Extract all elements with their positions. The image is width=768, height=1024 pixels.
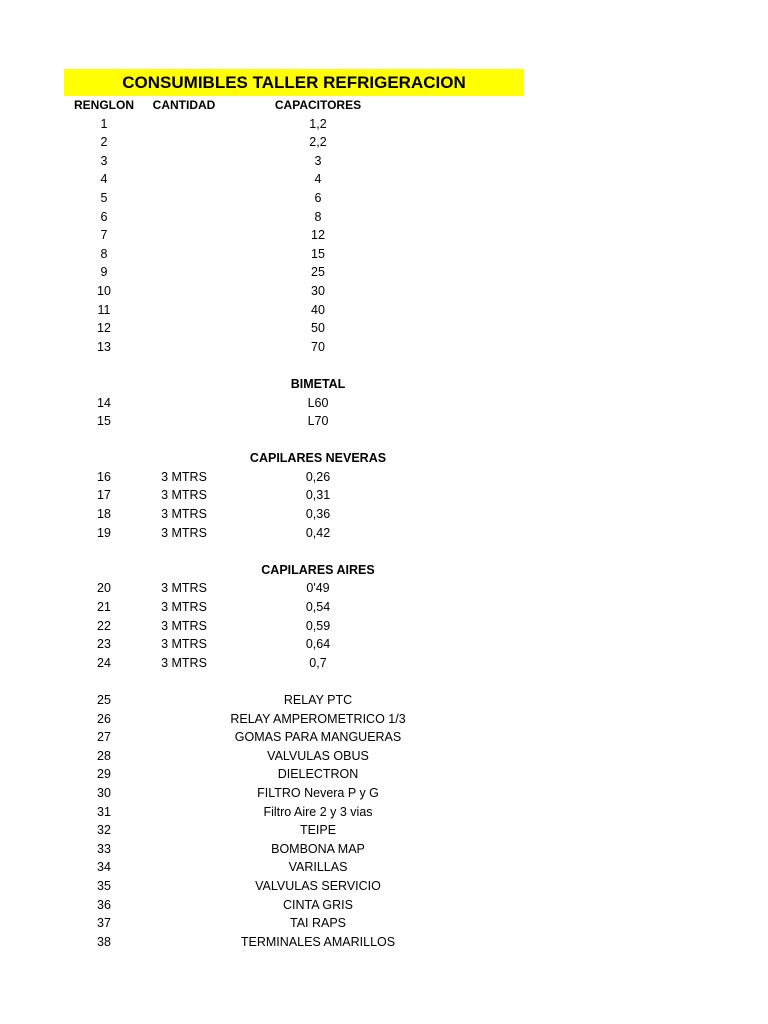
item-cell: 4 bbox=[314, 172, 322, 187]
renglon-cell: 37 bbox=[97, 916, 111, 931]
item-cell: 0,36 bbox=[305, 507, 331, 522]
cantidad-cell: 3 MTRS bbox=[161, 488, 207, 503]
item-cell: FILTRO Nevera P y G bbox=[257, 785, 379, 800]
renglon-cell: 34 bbox=[97, 860, 111, 875]
table-row bbox=[64, 821, 524, 840]
renglon-cell: 28 bbox=[97, 748, 111, 763]
table-row bbox=[64, 710, 524, 729]
cantidad-cell: 3 MTRS bbox=[161, 507, 207, 522]
renglon-cell: 5 bbox=[100, 190, 108, 205]
renglon-cell: 36 bbox=[97, 897, 111, 912]
renglon-cell: 1 bbox=[100, 116, 108, 131]
cantidad-cell: 3 MTRS bbox=[161, 618, 207, 633]
item-cell: 30 bbox=[311, 283, 325, 298]
table-row bbox=[64, 728, 524, 747]
table-row bbox=[64, 524, 524, 543]
item-cell: VALVULAS SERVICIO bbox=[255, 878, 381, 893]
header-capacitores: CAPACITORES bbox=[274, 98, 362, 112]
table-row bbox=[64, 319, 524, 338]
table-row bbox=[64, 394, 524, 413]
renglon-cell: 8 bbox=[100, 246, 108, 261]
item-cell: VARILLAS bbox=[288, 860, 348, 875]
item-cell: 8 bbox=[314, 209, 322, 224]
renglon-cell: 10 bbox=[97, 283, 111, 298]
table-row bbox=[64, 858, 524, 877]
renglon-cell: 24 bbox=[97, 655, 111, 670]
item-cell: 1,2 bbox=[309, 116, 327, 131]
renglon-cell: 11 bbox=[97, 302, 111, 317]
table-row bbox=[64, 840, 524, 859]
header-renglon: RENGLON bbox=[74, 98, 134, 112]
table-row bbox=[64, 933, 524, 952]
item-cell: 0,64 bbox=[305, 637, 331, 652]
section-header-row bbox=[64, 561, 524, 580]
sheet-title: CONSUMIBLES TALLER REFRIGERACION bbox=[64, 69, 524, 96]
renglon-cell: 7 bbox=[100, 228, 108, 243]
item-cell: VALVULAS OBUS bbox=[267, 748, 369, 763]
item-cell: 50 bbox=[311, 321, 325, 336]
table-row bbox=[64, 468, 524, 487]
table-row bbox=[64, 617, 524, 636]
blank-row bbox=[64, 542, 524, 561]
item-cell: DIELECTRON bbox=[277, 767, 359, 782]
table-row bbox=[64, 208, 524, 227]
item-cell: GOMAS PARA MANGUERAS bbox=[234, 730, 402, 745]
renglon-cell: 32 bbox=[97, 823, 111, 838]
table-row bbox=[64, 189, 524, 208]
section-title: BIMETAL bbox=[290, 376, 346, 391]
item-cell: Filtro Aire 2 y 3 vias bbox=[263, 804, 373, 819]
section-title: CAPILARES AIRES bbox=[261, 562, 375, 577]
renglon-cell: 25 bbox=[97, 693, 111, 707]
table-row bbox=[64, 152, 524, 171]
spreadsheet bbox=[64, 69, 524, 951]
item-cell: 15 bbox=[311, 246, 325, 261]
table-row bbox=[64, 282, 524, 301]
table-row bbox=[64, 877, 524, 896]
item-cell: CINTA GRIS bbox=[283, 897, 353, 912]
item-cell: L60 bbox=[307, 395, 329, 410]
renglon-cell: 38 bbox=[97, 934, 111, 949]
table-row bbox=[64, 263, 524, 282]
renglon-cell: 19 bbox=[97, 525, 111, 540]
table-row bbox=[64, 505, 524, 524]
header-cantidad: CANTIDAD bbox=[152, 98, 216, 112]
section-header-row bbox=[64, 375, 524, 394]
section-header-row bbox=[64, 449, 524, 468]
renglon-cell: 6 bbox=[100, 209, 108, 224]
item-cell: RELAY PTC bbox=[283, 693, 353, 707]
table-row bbox=[64, 412, 524, 431]
blank-row bbox=[64, 356, 524, 375]
item-cell: TERMINALES AMARILLOS bbox=[240, 934, 396, 949]
table-body bbox=[64, 115, 524, 952]
table-row bbox=[64, 914, 524, 933]
item-cell: 0,7 bbox=[309, 655, 327, 670]
item-cell: 0'49 bbox=[306, 581, 330, 596]
table-row bbox=[64, 226, 524, 245]
item-cell: 3 bbox=[314, 153, 322, 168]
renglon-cell: 33 bbox=[97, 841, 111, 856]
table-row bbox=[64, 133, 524, 152]
table-row bbox=[64, 486, 524, 505]
renglon-cell: 22 bbox=[97, 618, 111, 633]
renglon-cell: 23 bbox=[97, 637, 111, 652]
item-cell: TEIPE bbox=[299, 823, 337, 838]
table-row bbox=[64, 170, 524, 189]
item-cell: 0,31 bbox=[305, 488, 331, 503]
item-cell: 2,2 bbox=[309, 135, 327, 150]
renglon-cell: 14 bbox=[97, 395, 111, 410]
table-row bbox=[64, 338, 524, 357]
item-cell: 25 bbox=[311, 265, 325, 280]
item-cell: 0,42 bbox=[305, 525, 331, 540]
item-cell: RELAY AMPEROMETRICO 1/3 bbox=[230, 711, 406, 726]
cantidad-cell: 3 MTRS bbox=[161, 600, 207, 615]
cantidad-cell: 3 MTRS bbox=[161, 581, 207, 596]
item-cell: BOMBONA MAP bbox=[271, 841, 365, 856]
table-row bbox=[64, 598, 524, 617]
item-cell: 12 bbox=[311, 228, 325, 243]
cantidad-cell: 3 MTRS bbox=[161, 637, 207, 652]
renglon-cell: 20 bbox=[97, 581, 111, 596]
renglon-cell: 29 bbox=[97, 767, 111, 782]
renglon-cell: 13 bbox=[97, 339, 111, 354]
table-row bbox=[64, 765, 524, 784]
table-row bbox=[64, 803, 524, 822]
renglon-cell: 4 bbox=[100, 172, 108, 187]
renglon-cell: 15 bbox=[97, 414, 111, 429]
item-cell: 0,59 bbox=[305, 618, 331, 633]
blank-row bbox=[64, 431, 524, 450]
table-row bbox=[64, 245, 524, 264]
cantidad-cell: 3 MTRS bbox=[161, 469, 207, 484]
cantidad-cell: 3 MTRS bbox=[161, 655, 207, 670]
renglon-cell: 2 bbox=[100, 135, 108, 150]
renglon-cell: 17 bbox=[97, 488, 111, 503]
table-row bbox=[64, 301, 524, 320]
item-cell: 0,54 bbox=[305, 600, 331, 615]
table-row bbox=[64, 691, 524, 710]
item-cell: L70 bbox=[307, 414, 329, 429]
item-cell: 6 bbox=[314, 190, 322, 205]
item-cell: TAI RAPS bbox=[289, 916, 347, 931]
renglon-cell: 16 bbox=[97, 469, 111, 484]
item-cell: 40 bbox=[311, 302, 325, 317]
renglon-cell: 21 bbox=[97, 600, 111, 615]
table-row bbox=[64, 747, 524, 766]
blank-row bbox=[64, 672, 524, 691]
table-row bbox=[64, 784, 524, 803]
renglon-cell: 31 bbox=[97, 804, 111, 819]
renglon-cell: 30 bbox=[97, 785, 111, 800]
renglon-cell: 12 bbox=[97, 321, 111, 336]
renglon-cell: 3 bbox=[100, 153, 108, 168]
table-row bbox=[64, 115, 524, 134]
table-row bbox=[64, 654, 524, 673]
table-row bbox=[64, 896, 524, 915]
renglon-cell: 27 bbox=[97, 730, 111, 745]
item-cell: 0,26 bbox=[305, 469, 331, 484]
header-row bbox=[64, 96, 524, 115]
renglon-cell: 18 bbox=[97, 507, 111, 522]
table-row bbox=[64, 579, 524, 598]
section-title: CAPILARES NEVERAS bbox=[249, 451, 387, 466]
renglon-cell: 26 bbox=[97, 711, 111, 726]
renglon-cell: 35 bbox=[97, 878, 111, 893]
item-cell: 70 bbox=[311, 339, 325, 354]
table-row bbox=[64, 635, 524, 654]
renglon-cell: 9 bbox=[100, 265, 108, 280]
cantidad-cell: 3 MTRS bbox=[161, 525, 207, 540]
